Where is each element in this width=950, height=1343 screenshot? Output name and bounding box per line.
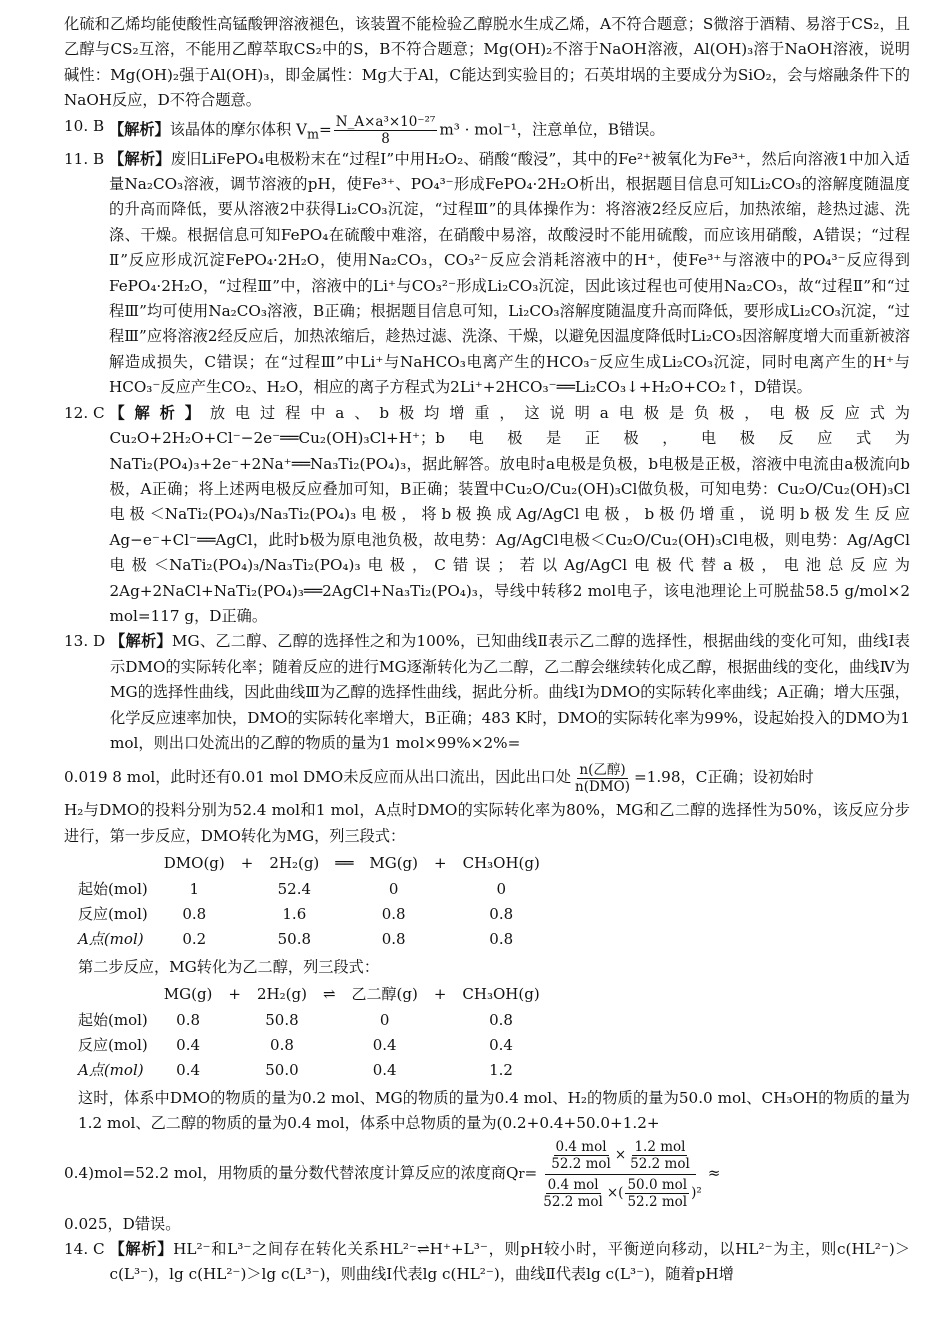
item13-quotient-line: 0.4)mol=52.2 mol，用物质的量分数代替浓度计算反应的浓度商Q r = $\frac{\text{0.4 mol}}{\text{52.2 mol}}$ × $\frac{\text{1.2 mol}}{\text{52.2 mol}}$ $\frac{\text{0.4 mol}}{\text{52.2 mol}}$ ×( $\frac{\text{50.0 mol}}{\text{52.2 mol}}$ )² ≈ [64,1138,721,1210]
step2-intro: 第二步反应，MG转化为乙二醇，列三段式： [78,957,380,976]
table-row: A点(mol) 0.4 50.0 0.4 1.2 [78,1061,513,1080]
analysis-text: MG、乙二醇、乙醇的选择性之和为100%，已知曲线Ⅱ表示乙二醇的选择性，根据曲线的变化可知，曲线Ⅰ表示DMO的实际转化率；随着反应的进行MG逐渐转化为乙二醇，乙二醇会继续转化成乙醇，根据曲线的变化，曲线Ⅳ为MG的选择性曲线，因此曲线Ⅲ为乙醇的选择性曲线，据此分析。曲线Ⅰ为DMO的实际转化率曲线；A正确；增大压强，化学反应速率加快，DMO的实际转化率增大，B正确；483 K时，DMO的实际转化率为99%，设起始投入的DMO为1 mol，则出口处流出的乙醇的物质的量为1 mol×99%×2%= [110,632,910,752]
item13-conclusion: 0.025，D错误。 [64,1214,181,1233]
item-number: 14. C [64,1240,105,1259]
answer-item-12 [64,401,910,630]
analysis-tag: 【解析】 [108,120,170,139]
table-row: 起始(mol) 1 52.4 0 0 [78,879,506,898]
item13-line-ratio: 0.019 8 mol，此时还有0.01 mol DMO未反应而从出口流出，因此出口处 $\frac{\text{n(乙醇)}}{\text{n(DMO)}}$ =1.98，C正确；设初始时 [64,761,814,795]
answer-item-14 [64,1237,910,1288]
item13-text4: 这时，体系中DMO的物质的量为0.2 mol、MG的物质的量为0.4 mol、H₂的物质的量为50.0 mol、CH₃OH的物质的量为1.2 mol、乙二醇的物质的量为0.4 mol，体系中总物质的量为(0.2+0.4+50.0+1.2+ [78,1088,910,1133]
analysis-tag: 【解析】 [108,149,171,168]
table-row: 反应(mol) 0.4 0.8 0.4 0.4 [78,1036,513,1055]
molar-volume-fraction: $\frac{\text{N\_A×a³×10⁻²⁷}}{8}$ [335,113,436,147]
analysis-text: 放电过程中a、b极均增重，这说明a电极是负极，电极反应式为Cu₂O+2H₂O+Cl⁻−2e⁻══Cu₂(OH)₃Cl+H⁺；b电极是正极，电极反应式为NaTi₂(PO₄)₃+2e⁻+2Na⁺══Na₃Ti₂(PO₄)₃，据此解答。放电时a电极是负极，b电极是正极，溶液中电流由a极流向b极，A正确；将上述两电极反应叠加可知，B正确；装置中Cu₂O/Cu₂(OH)₃Cl做负极，可知电势：Cu₂O/Cu₂(OH)₃Cl电极＜NaTi₂(PO₄)₃/Na₃Ti₂(PO₄)₃电极，将b极换成Ag/AgCl电极，b极仍增重，说明b极发生反应Ag−e⁻+Cl⁻══AgCl，此时b极为原电池负极，故电势：Ag/AgCl电极＜Cu₂O/Cu₂(OH)₃Cl电极，则电势：Ag/AgCl电极＜NaTi₂(PO₄)₃/Na₃Ti₂(PO₄)₃电极，C错误；若以Ag/AgCl电极代替a极，电池总反应为2Ag+2NaCl+NaTi₂(PO₄)₃══2AgCl+Na₃Ti₂(PO₄)₃，导线中转移2 mol电子，该电池理论上可脱盐58.5 g/mol×2 mol=117 g，D正确。 [109,403,910,625]
table-header: MG(g) + 2H₂(g) ⇌ 乙二醇(g) + CH₃OH(g) [163,985,540,1004]
answer-item-11 [64,147,910,401]
item-number: 13. D [64,632,106,651]
item-number: 10. B [64,116,105,135]
item-number: 12. C [64,403,105,422]
ethanol-dmo-ratio: $\frac{\text{n(乙醇)}}{\text{n(DMO)}}$ [575,761,630,795]
analysis-tag: 【解析】 [109,403,210,422]
table-row: 反应(mol) 0.8 1.6 0.8 0.8 [78,905,514,923]
answer-page [64,12,910,1288]
answer-item-13 [64,629,910,756]
analysis-tag: 【解析】 [109,1240,174,1259]
answer-item-10: 10. B 【解析】该晶体的摩尔体积 $V_m=$ $\frac{\text{N\_A×a³×10⁻²⁷}}{8}$ m³ · mol⁻¹，注意单位，B错误。 [64,113,665,147]
continuation-paragraph: 化硫和乙烯均能使酸性高锰酸钾溶液褪色，该装置不能检验乙醇脱水生成乙烯，A不符合题意；S微溶于酒精、易溶于CS₂，且乙醇与CS₂互溶，不能用乙醇萃取CS₂中的S，B不符合题意；Mg(OH)₂不溶于NaOH溶液，Al(OH)₃溶于NaOH溶液，说明碱性：Mg(OH)₂强于Al(OH)₃，即金属性：Mg大于Al，C能达到实验目的；石英坩埚的主要成分为SiO₂，会与熔融条件下的NaOH反应，D不符合题意。 [64,15,910,110]
analysis-text: HL²⁻和L³⁻之间存在转化关系HL²⁻⇌H⁺+L³⁻，则pH较小时，平衡逆向移动，以HL²⁻为主，则c(HL²⁻)＞c(L³⁻)，lg c(HL²⁻)＞lg c(L³⁻)，则曲线Ⅰ代表lg c(HL²⁻)，曲线Ⅱ代表lg c(L³⁻)，随着pH增 [109,1240,911,1284]
table-header: DMO(g) + 2H₂(g) ══ MG(g) + CH₃OH(g) [163,854,540,873]
three-step-table-2 [78,982,548,1084]
analysis-text: 废旧LiFePO₄电极粉末在“过程Ⅰ”中用H₂O₂、硝酸“酸浸”，其中的Fe²⁺被氧化为Fe³⁺，然后向溶液1中加入适量Na₂CO₃溶液，调节溶液的pH，使Fe³⁺、PO₄³⁻形成FePO₄·2H₂O析出，根据题目信息可知Li₂CO₃的溶解度随温度的升高而降低，要从溶液2中获得Li₂CO₃沉淀，“过程Ⅲ”的具体操作为：将溶液2经反应后，加热浓缩，趁热过滤、洗涤、干燥。根据信息可知FePO₄在硫酸中难溶，在硝酸中易溶，故酸浸时不能用硫酸，而应该用硝酸，A错误；“过程Ⅱ”反应形成沉淀FePO₄·2H₂O，使用Na₂CO₃，CO₃²⁻反应会消耗溶液中的H⁺，使Fe³⁺与溶液中的PO₄³⁻反应得到FePO₄·2H₂O，“过程Ⅲ”中，溶液中的Li⁺与CO₃²⁻形成Li₂CO₃沉淀，因此该过程也可使用Na₂CO₃，故“过程Ⅱ”和“过程Ⅲ”均可使用Na₂CO₃溶液，B正确；根据题目信息可知，Li₂CO₃溶解度随温度升高而降低，要形成Li₂CO₃沉淀，“过程Ⅲ”应将溶液2经反应后，加热浓缩后，趁热过滤、洗涤、干燥，以避免因温度降低时Li₂CO₃因溶解度增大而重新被溶解造成损失，C错误；在“过程Ⅲ”中Li⁺与NaHCO₃电离产生的HCO₃⁻反应生成Li₂CO₃沉淀，同时电离产生的H⁺与HCO₃⁻反应产生CO₂、H₂O，相应的离子方程式为2Li⁺+2HCO₃⁻══Li₂CO₃↓+H₂O+CO₂↑，D错误。 [108,149,910,397]
three-step-table-1 [78,851,548,953]
analysis-tag: 【解析】 [110,632,172,651]
item13-text3: H₂与DMO的投料分别为52.4 mol和1 mol，A点时DMO的实际转化率为80%，MG和乙二醇的选择性为50%，该反应分步进行，第一步反应，DMO转化为MG，列三段式： [64,801,910,845]
table-row: 起始(mol) 0.8 50.8 0 0.8 [78,1010,513,1029]
reaction-quotient: $\frac{\text{0.4 mol}}{\text{52.2 mol}}$ × $\frac{\text{1.2 mol}}{\text{52.2 mol}}$ $\frac{\text{0.4 mol}}{\text{52.2 mol}}$ ×( $\frac{\text{50.0 mol}}{\text{52.2 mol}}$ )² [543,1138,702,1210]
table-row: A点(mol) 0.2 50.8 0.8 0.8 [78,930,514,949]
item-number: 11. B [64,149,105,168]
